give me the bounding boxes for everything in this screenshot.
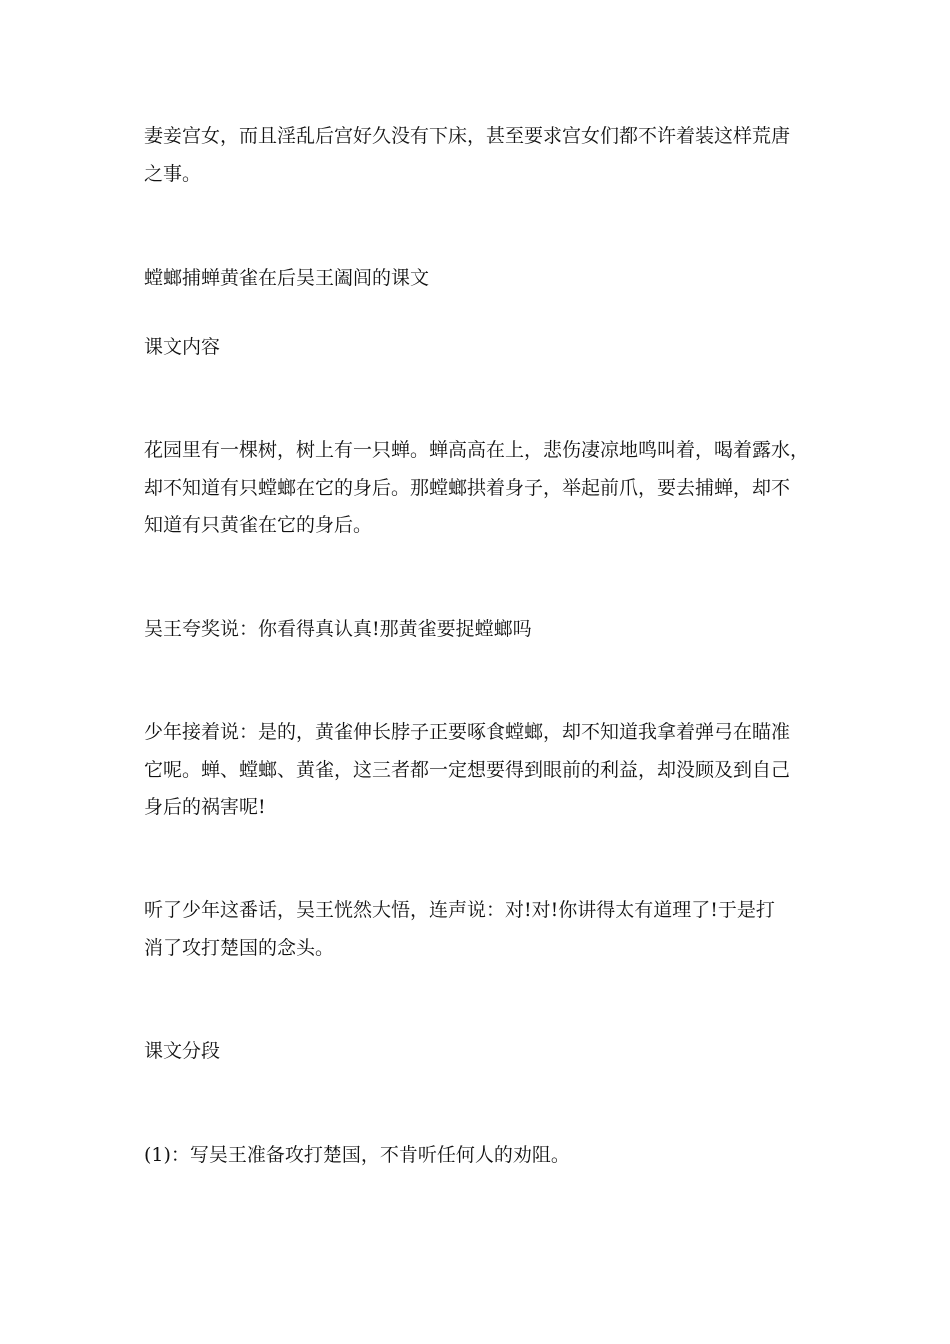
text-line: 吴王夸奖说：你看得真认真!那黄雀要捉螳螂吗 (144, 618, 532, 640)
text-line: (1)：写吴王准备攻打楚国，不肯听任何人的劝阻。 (144, 1144, 570, 1166)
text-line: 知道有只黄雀在它的身后。 (144, 514, 373, 536)
text-line: 身后的祸害呢! (144, 796, 266, 818)
section-title: 螳螂捕蝉黄雀在后吴王阖闾的课文 (144, 267, 430, 289)
text-line: 它呢。蝉、螳螂、黄雀，这三者都一定想要得到眼前的利益，却没顾及到自己 (144, 759, 791, 781)
text-line: 妻妾宫女，而且淫乱后宫好久没有下床，甚至要求宫女们都不许着装这样荒唐 (144, 125, 791, 147)
text-line: 消了攻打楚国的念头。 (144, 937, 335, 959)
text-line: 少年接着说：是的，黄雀伸长脖子正要啄食螳螂，却不知道我拿着弹弓在瞄准 (144, 721, 791, 743)
section-heading: 课文分段 (144, 1040, 221, 1062)
section-heading: 课文内容 (144, 336, 221, 358)
text-line: 听了少年这番话，吴王恍然大悟，连声说：对!对!你讲得太有道理了!于是打 (144, 899, 775, 921)
text-line: 之事。 (144, 163, 202, 185)
text-line: 却不知道有只螳螂在它的身后。那螳螂拱着身子，举起前爪，要去捕蝉，却不 (144, 477, 791, 499)
text-line: 花园里有一棵树，树上有一只蝉。蝉高高在上，悲伤凄凉地鸣叫着，喝着露水， (144, 439, 810, 461)
